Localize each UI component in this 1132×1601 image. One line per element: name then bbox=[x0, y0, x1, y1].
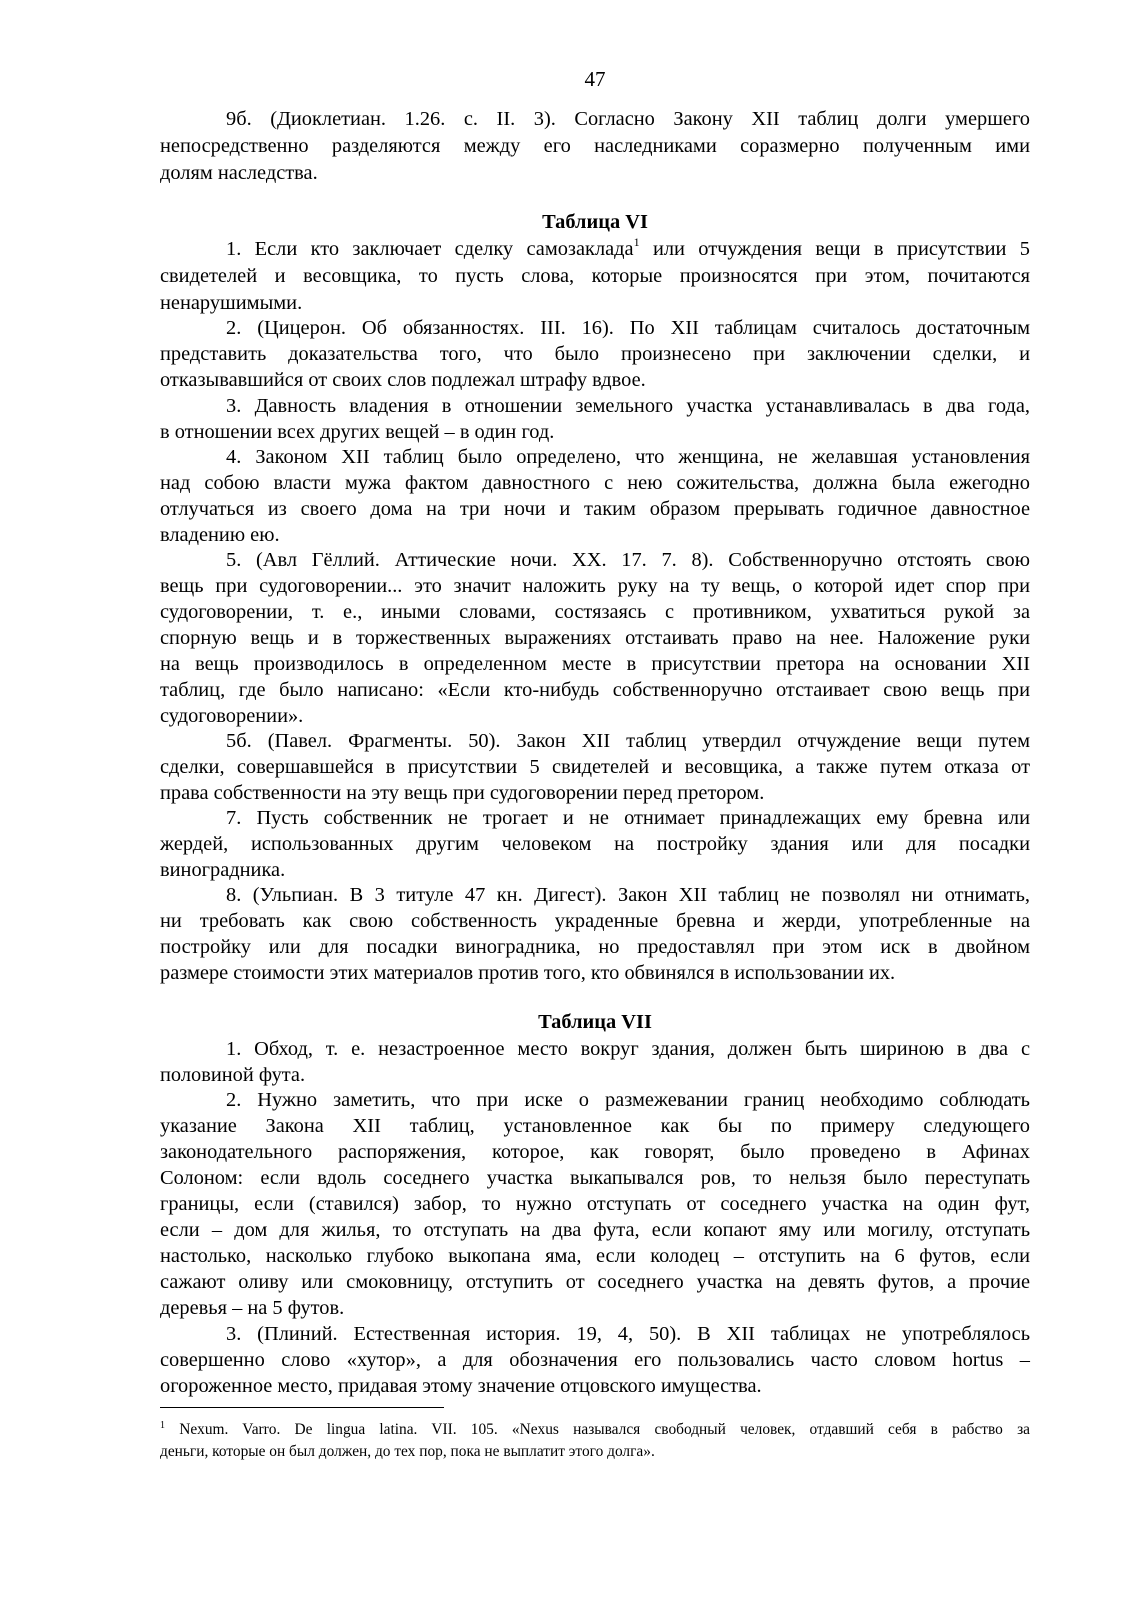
text-run: или отчуждения вещи в присутствии 5 bbox=[639, 238, 1030, 260]
paragraph-line: виноградника. bbox=[160, 859, 286, 881]
paragraph-line: совершенно слово «хутор», а для обозначения его пользовались часто словом hortus – bbox=[160, 1349, 1030, 1371]
footnote-mark: 1 bbox=[160, 1420, 165, 1431]
paragraph-line: отлучаться из своего дома на три ночи и таким образом прерывать годичное давностное bbox=[160, 498, 1030, 520]
footnote-separator bbox=[160, 1407, 444, 1408]
paragraph-line: представить доказательства того, что было произнесено при заключении сделки, и bbox=[160, 343, 1030, 365]
footnote-line bbox=[160, 1419, 1030, 1441]
page-number: 47 bbox=[584, 67, 606, 91]
section-heading-table-vii: Таблица VII bbox=[538, 1011, 652, 1033]
text-run: Nexum. Varro. De lingua latina. VII. 105. «Nexus назывался свободный человек, отдавший себя в рабство за bbox=[165, 1421, 1030, 1438]
paragraph-line: 5б. (Павел. Фрагменты. 50). Закон XII таблиц утвердил отчуждение вещи путем bbox=[226, 730, 1030, 752]
paragraph-line: ни требовать как свою собственность украденные бревна и жерди, употребленные на bbox=[160, 910, 1030, 932]
paragraph-line: настолько, насколько глубоко выкопана яма, если колодец – отступить на 6 футов, если bbox=[160, 1245, 1030, 1267]
paragraph-line bbox=[226, 236, 1030, 263]
paragraph-line: на вещь производилось в определенном месте в присутствии претора на основании XII bbox=[160, 653, 1030, 675]
paragraph-line: вещь при судоговорении... это значит наложить руку на ту вещь, о которой идет спор при bbox=[160, 575, 1030, 597]
paragraph-line: Солоном: если вдоль соседнего участка выкапывался ров, то нельзя было переступать bbox=[160, 1167, 1030, 1189]
paragraph-line: судоговорении, т. е., иными словами, состязаясь с противником, ухватиться рукой за bbox=[160, 601, 1030, 623]
paragraph-line: деревья – на 5 футов. bbox=[160, 1297, 345, 1319]
footnote-line: деньги, которые он был должен, до тех пор, пока не выплатит этого долга». bbox=[160, 1443, 655, 1460]
paragraph-line: спорную вещь и в торжественных выражениях отстаивать право на нее. Наложение руки bbox=[160, 627, 1030, 649]
paragraph-line: 5. (Авл Гёллий. Аттические ночи. XX. 17. 7. 8). Собственноручно отстоять свою bbox=[226, 549, 1030, 571]
paragraph-line: отказывавшийся от своих слов подлежал штрафу вдвое. bbox=[160, 369, 646, 391]
paragraph-line: в отношении всех других вещей – в один год. bbox=[160, 421, 555, 443]
paragraph-line: постройку или для посадки виноградника, но предоставлял при этом иск в двойном bbox=[160, 936, 1030, 958]
footnote-reference: 1 bbox=[633, 235, 640, 249]
paragraph-line: 9б. (Диоклетиан. 1.26. с. II. 3). Согласно Закону XII таблиц долги умершего bbox=[226, 108, 1030, 130]
paragraph-line: если – дом для жилья, то отступать на два фута, если копают яму или могилу, отступать bbox=[160, 1219, 1030, 1241]
paragraph-line: долям наследства. bbox=[160, 162, 318, 184]
paragraph-line: 3. Давность владения в отношении земельного участка устанавливалась в два года, bbox=[226, 395, 1030, 417]
paragraph-line: жердей, использованных другим человеком на постройку здания или для посадки bbox=[160, 833, 1030, 855]
paragraph-line: указание Закона XII таблиц, установленное как бы по примеру следующего bbox=[160, 1115, 1030, 1137]
paragraph-line: сделки, совершавшейся в присутствии 5 свидетелей и весовщика, а также путем отказа от bbox=[160, 756, 1030, 778]
paragraph-line: свидетелей и весовщика, то пусть слова, которые произносятся при этом, почитаются bbox=[160, 265, 1030, 287]
paragraph-line: 3. (Плиний. Естественная история. 19, 4, 50). В XII таблицах не употреблялось bbox=[226, 1323, 1030, 1345]
paragraph-line: 2. Нужно заметить, что при иске о размежевании границ необходимо соблюдать bbox=[226, 1089, 1030, 1111]
paragraph-line: огороженное место, придавая этому значение отцовского имущества. bbox=[160, 1375, 762, 1397]
paragraph-line: ненарушимыми. bbox=[160, 292, 303, 314]
paragraph-line: 1. Обход, т. е. незастроенное место вокруг здания, должен быть шириною в два с bbox=[226, 1038, 1030, 1060]
paragraph-line: таблиц, где было написано: «Если кто-нибудь собственноручно отстаивает свою вещь при bbox=[160, 679, 1030, 701]
paragraph-line: владению ею. bbox=[160, 524, 280, 546]
section-heading-table-vi: Таблица VI bbox=[542, 211, 648, 233]
paragraph-line: 8. (Ульпиан. В 3 титуле 47 кн. Дигест). Закон XII таблиц не позволял ни отнимать, bbox=[226, 884, 1030, 906]
paragraph-line: половиной фута. bbox=[160, 1064, 306, 1086]
paragraph-line: сажают оливу или смоковницу, отступить от соседнего участка на девять футов, а прочие bbox=[160, 1271, 1030, 1293]
paragraph-line: над собою власти мужа фактом давностного с нею сожительства, должна была ежегодно bbox=[160, 472, 1030, 494]
paragraph-line: 4. Законом XII таблиц было определено, что женщина, не желавшая установления bbox=[226, 446, 1030, 468]
paragraph-line: законодательного распоряжения, которое, как говорят, было проведено в Афинах bbox=[160, 1141, 1030, 1163]
paragraph-line: размере стоимости этих материалов против того, кто обвинялся в использовании их. bbox=[160, 962, 896, 984]
paragraph-line: 7. Пусть собственник не трогает и не отнимает принадлежащих ему бревна или bbox=[226, 807, 1030, 829]
paragraph-line: границы, если (ставился) забор, то нужно отступать от соседнего участка на один фут, bbox=[160, 1193, 1030, 1215]
paragraph-line: 2. (Цицерон. Об обязанностях. III. 16). По XII таблицам считалось достаточным bbox=[226, 317, 1030, 339]
paragraph-line: судоговорении». bbox=[160, 705, 304, 727]
text-run: 1. Если кто заключает сделку самозаклада bbox=[226, 238, 634, 260]
paragraph-line: права собственности на эту вещь при судоговорении перед претором. bbox=[160, 782, 765, 804]
paragraph-line: непосредственно разделяются между его наследниками соразмерно полученным ими bbox=[160, 135, 1030, 157]
